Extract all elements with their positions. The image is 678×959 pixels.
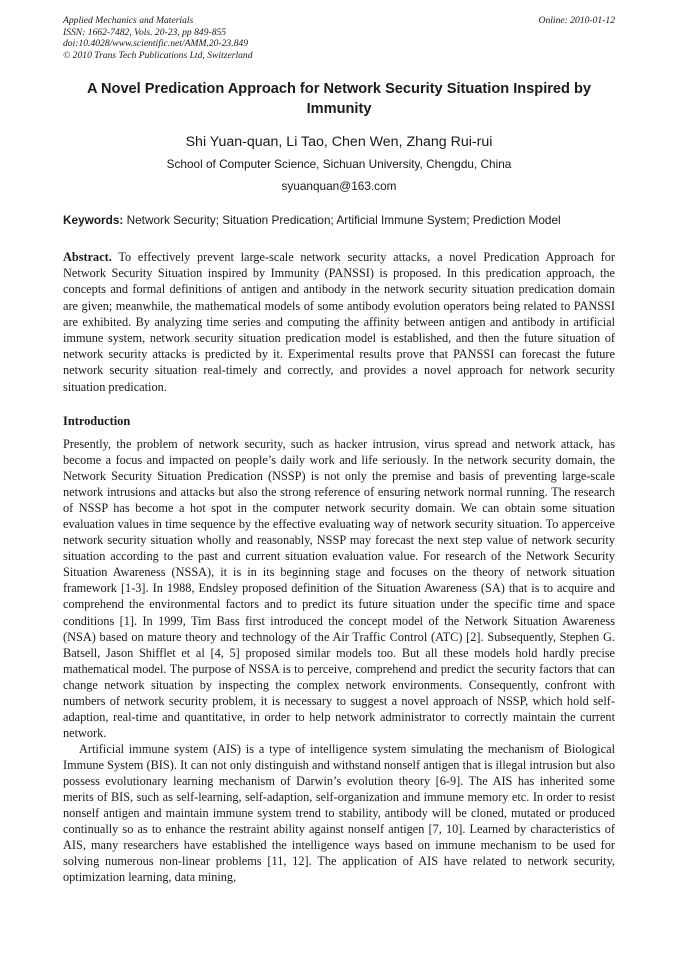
author-list: Shi Yuan-quan, Li Tao, Chen Wen, Zhang Rui-rui — [185, 134, 493, 150]
introduction-body — [63, 436, 615, 885]
copyright-line: © 2010 Trans Tech Publications Ltd, Switzerland — [63, 49, 253, 61]
affiliation: School of Computer Science, Sichuan University, Chengdu, China — [166, 157, 512, 171]
doi-line: doi:10.4028/www.scientific.net/AMM.20-23.849 — [63, 38, 249, 50]
journal-name: Applied Mechanics and Materials — [63, 15, 194, 26]
abstract — [63, 249, 615, 395]
abstract-text: To effectively prevent large-scale network security attacks, a novel Predication Approach for Network Security Situation inspired by Immunity (PANSSI) is proposed. In this predication approach, the concepts and formal definitions of antigen and antibody in the network security situation predication domain are given; meanwhile, the mathematical models of some antibody evolution operators being related to PANSSI are exhibited. By analyzing time series and computing the affinity between antigen and antibody in artificial immune system, network security situation predication model is established, and then the future situation of network security attacks is predicted by it. Experimental results prove that PANSSI can forecast the future network security situation real-timely and correctly, and provides a novel approach for network security situation predication. — [63, 250, 615, 394]
paper-title: A Novel Predication Approach for Network Security Situation Inspired by Immunity — [86, 81, 592, 117]
section-heading-introduction: Introduction — [63, 414, 131, 428]
body-paragraph: Presently, the problem of network security, such as hacker intrusion, virus spread and network attack, has become a focus and impacted on people’s daily work and life seriously. In the network security domain, the Network Security Situation Predication (NSSP) is not only the premise and basis of preventing large-scale network intrusions and attacks but also the strong reference of ensuring network normal running. The research of NSSP has become a hot spot in the computer network security domain. We can obtain some situation evaluation values in time sequence by the effective evaluating way of network security situation. To apperceive network security situation wholly and reasonably, NSSP may forecast the next step value of network security situation according to the past and current situation evaluation value. For research of the Network Security Situation Awareness (NSSA), it is in its beginning stage and focuses on the theory of network situation framework [1-3]. In 1988, Endsley proposed definition of the Situation Awareness (SA) that is to acquire and comprehend the environmental factors and to predict its future situation under the specific time and space conditions [1]. In 1999, Tim Bass first introduced the concept model of the Network Situation Awareness (NSA) based on mature theory and technology of the Air Traffic Control (ATC) [2]. Subsequently, Stephen G. Batsell, Jason Shifflet et al [4, 5] proposed similar models too. But all these models hold hardly precise mathematical model. The purpose of NSSA is to perceive, comprehend and predict the security factors that can change network situation by inspecting the complex network environments. Consequently, confront with numbers of network security problem, it is necessary to suggest a novel approach of NSSP, which hold self-adaption, real-time and quantitative, in order to help network administrator to correctly maintain the current network. — [63, 437, 615, 740]
abstract-label: Abstract. — [63, 250, 112, 264]
keywords-label: Keywords: — [63, 213, 124, 227]
keywords — [63, 212, 615, 228]
journal-header — [63, 15, 615, 61]
online-date: Online: 2010-01-12 — [538, 15, 615, 26]
body-paragraph: Artificial immune system (AIS) is a type of intelligence system simulating the mechanism of Biological Immune System (BIS). It can not only distinguish and withstand nonself antigen that is illegal intrusion but also possess evolutionary learning mechanism of Darwin’s evolution theory [6-9]. The AIS has inherited some merits of BIS, such as self-learning, self-adaption, self-organization and immune memory etc. In order to resist nonself antigen and maintain immune system trend to stability, antibody will be cloned, mutated or produced continually so as to enhance the restraint ability against nonself antigen [7, 10]. Learned by characteristics of AIS, many researchers have established the intelligence ways based on immune mechanism to be used for solving numerous non-linear problems [11, 12]. The application of AIS have related to network security, optimization learning, data mining, — [63, 741, 615, 885]
author-email: syuanquan@163.com — [281, 179, 397, 193]
keywords-text: Network Security; Situation Predication; Artificial Immune System; Prediction Model — [123, 213, 561, 227]
issn-line: ISSN: 1662-7482, Vols. 20-23, pp 849-855 — [63, 26, 227, 38]
